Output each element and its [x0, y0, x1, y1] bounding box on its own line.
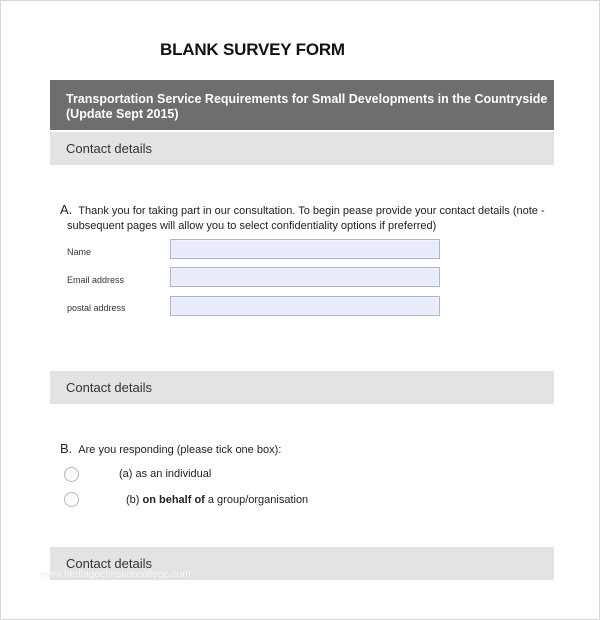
question-b [60, 441, 281, 458]
radio-individual-label[interactable] [119, 468, 211, 480]
question-a-text-line1: Thank you for taking part in our consultation. To begin pease provide your contact details (note - [78, 205, 545, 217]
question-b-text: Are you responding (please tick one box): [78, 444, 282, 456]
option-b-bold: on behalf of [142, 494, 205, 506]
section-label: Contact details [66, 141, 152, 156]
section-label: Contact details [66, 380, 152, 395]
radio-group[interactable] [64, 492, 79, 507]
radio-group-label[interactable] [126, 494, 308, 506]
section-label: Contact details [66, 556, 152, 571]
name-field[interactable] [170, 239, 440, 259]
postal-address-label: postal address [67, 303, 126, 313]
section-contact-details-2 [50, 371, 554, 404]
radio-individual[interactable] [64, 467, 79, 482]
name-label: Name [67, 247, 92, 257]
question-a-text-line2: subsequent pages will allow you to select confidentiality options if preferred) [67, 220, 437, 232]
question-a [60, 202, 545, 219]
postal-address-field[interactable] [170, 296, 440, 316]
email-label: Email address [67, 275, 125, 285]
form-header-subtitle: (Update Sept 2015) [66, 107, 179, 121]
email-field[interactable] [170, 267, 440, 287]
option-a-text: (a) as an individual [119, 468, 212, 480]
document-title: BLANK SURVEY FORM [160, 40, 345, 59]
question-a-letter: A. [60, 202, 73, 217]
form-header-title: Transportation Service Requirements for Small Developments in the Countryside [66, 92, 548, 106]
question-b-letter: B. [60, 441, 73, 456]
section-contact-details-1 [50, 132, 554, 165]
option-b-prefix: (b) [126, 494, 143, 506]
watermark-text: www.heritagechristiancollege.com [40, 569, 191, 580]
option-b-suffix: a group/organisation [204, 494, 309, 506]
form-header [50, 80, 554, 130]
